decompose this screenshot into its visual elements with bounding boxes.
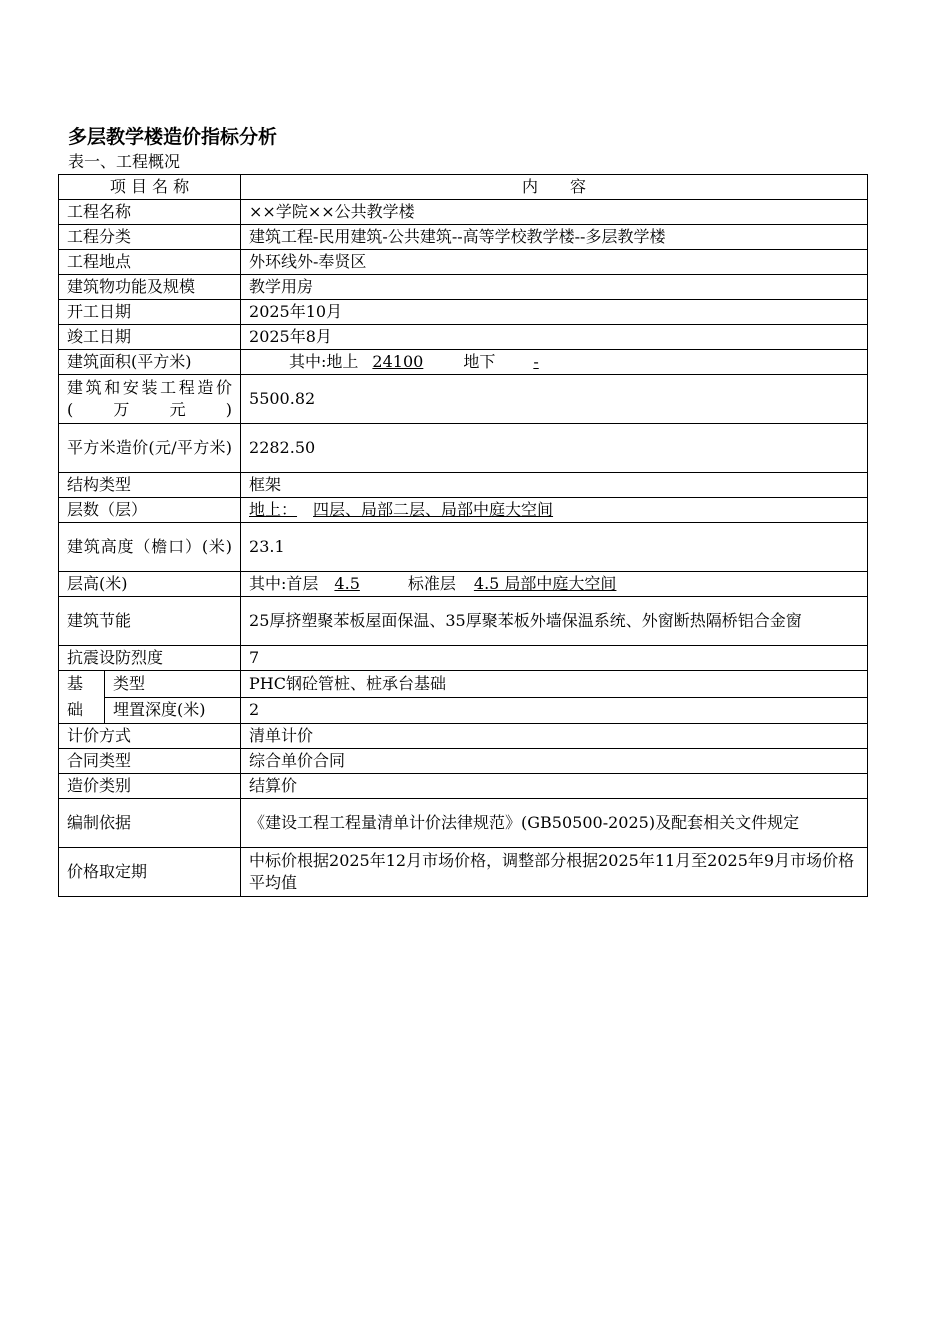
table-row bbox=[59, 275, 868, 300]
project-location-value: 外环线外-奉贤区 bbox=[241, 250, 868, 275]
header-content: 内 容 bbox=[241, 175, 868, 200]
table-row bbox=[59, 250, 868, 275]
row-label: 造价类别 bbox=[59, 774, 241, 799]
price-date-value: 中标价根据2025年12月市场价格，调整部分根据2025年11月至2025年9月市场价格平均值 bbox=[241, 848, 868, 897]
project-name-value: ××学院××公共教学楼 bbox=[241, 200, 868, 225]
table-row bbox=[59, 375, 868, 424]
table-row bbox=[59, 799, 868, 848]
foundation-type-label: 类型 bbox=[105, 671, 241, 698]
below-ground-label: 地下 bbox=[463, 352, 496, 371]
row-label: 建筑节能 bbox=[59, 597, 241, 646]
foundation-depth-label: 埋置深度(米) bbox=[105, 697, 241, 724]
row-label: 工程地点 bbox=[59, 250, 241, 275]
table-row bbox=[59, 848, 868, 897]
row-label: 建筑高度（檐口）(米) bbox=[59, 523, 241, 572]
table-row bbox=[59, 774, 868, 799]
table-row bbox=[59, 424, 868, 473]
table-row bbox=[59, 697, 868, 724]
table-header-row bbox=[59, 175, 868, 200]
table-row bbox=[59, 671, 868, 698]
row-label: 建筑面积(平方米) bbox=[59, 350, 241, 375]
unit-cost-value: 2282.50 bbox=[241, 424, 868, 473]
cost-category-value: 结算价 bbox=[241, 774, 868, 799]
row-label: 平方米造价(元/平方米) bbox=[59, 424, 241, 473]
table-row bbox=[59, 325, 868, 350]
row-label: 建筑物功能及规模 bbox=[59, 275, 241, 300]
table-row bbox=[59, 749, 868, 774]
table-row bbox=[59, 300, 868, 325]
completion-date-value: 2025年8月 bbox=[241, 325, 868, 350]
table-row bbox=[59, 200, 868, 225]
foundation-depth-value: 2 bbox=[241, 697, 868, 724]
seismic-value: 7 bbox=[241, 646, 868, 671]
row-label: 竣工日期 bbox=[59, 325, 241, 350]
table-row bbox=[59, 597, 868, 646]
contract-type-value: 综合单价合同 bbox=[241, 749, 868, 774]
table-row bbox=[59, 646, 868, 671]
row-label: 结构类型 bbox=[59, 473, 241, 498]
table-caption: 表一、工程概况 bbox=[68, 152, 181, 171]
document-title: 多层教学楼造价指标分析 bbox=[68, 126, 278, 148]
row-label: 开工日期 bbox=[59, 300, 241, 325]
project-overview-table bbox=[58, 174, 868, 897]
row-label: 层数（层） bbox=[59, 498, 241, 523]
first-floor-height: 4.5 bbox=[334, 574, 360, 593]
area-prefix: 其中:地上 bbox=[289, 352, 359, 371]
table-row bbox=[59, 498, 868, 523]
table-row bbox=[59, 523, 868, 572]
building-height-value: 23.1 bbox=[241, 523, 868, 572]
row-label: 工程名称 bbox=[59, 200, 241, 225]
basis-value: 《建设工程工程量清单计价法律规范》(GB50500-2025)及配套相关文件规定 bbox=[241, 799, 868, 848]
row-label: 工程分类 bbox=[59, 225, 241, 250]
below-ground-area: - bbox=[533, 352, 539, 371]
pricing-method-value: 清单计价 bbox=[241, 724, 868, 749]
floors-value bbox=[241, 498, 868, 523]
structure-type-value: 框架 bbox=[241, 473, 868, 498]
row-label: 抗震设防烈度 bbox=[59, 646, 241, 671]
start-date-value: 2025年10月 bbox=[241, 300, 868, 325]
standard-floor-height: 4.5 局部中庭大空间 bbox=[473, 574, 617, 593]
row-label: 编制依据 bbox=[59, 799, 241, 848]
floors-detail: 四层、局部二层、局部中庭大空间 bbox=[313, 500, 554, 519]
function-scale-value: 教学用房 bbox=[241, 275, 868, 300]
foundation-label: 基础 bbox=[59, 671, 105, 724]
construction-cost-value: 5500.82 bbox=[241, 375, 868, 424]
table-row bbox=[59, 473, 868, 498]
standard-floor-label: 标准层 bbox=[407, 574, 456, 593]
row-label: 计价方式 bbox=[59, 724, 241, 749]
floor-height-prefix: 其中:首层 bbox=[249, 574, 319, 593]
foundation-type-value: PHC钢砼管桩、桩承台基础 bbox=[241, 671, 868, 698]
project-category-value: 建筑工程-民用建筑-公共建筑--高等学校教学楼--多层教学楼 bbox=[241, 225, 868, 250]
building-area-value bbox=[241, 350, 868, 375]
row-label: 层高(米) bbox=[59, 572, 241, 597]
header-item: 项 目 名 称 bbox=[59, 175, 241, 200]
table-row bbox=[59, 225, 868, 250]
above-ground-area: 24100 bbox=[372, 352, 424, 371]
table-row bbox=[59, 724, 868, 749]
row-label: 价格取定期 bbox=[59, 848, 241, 897]
table-row bbox=[59, 572, 868, 597]
floors-prefix: 地上： bbox=[249, 500, 298, 519]
row-label: 合同类型 bbox=[59, 749, 241, 774]
energy-saving-value: 25厚挤塑聚苯板屋面保温、35厚聚苯板外墙保温系统、外窗断热隔桥铝合金窗 bbox=[241, 597, 868, 646]
row-label: 建筑和安装工程造价(万元) bbox=[59, 375, 241, 424]
floor-height-value bbox=[241, 572, 868, 597]
table-row bbox=[59, 350, 868, 375]
